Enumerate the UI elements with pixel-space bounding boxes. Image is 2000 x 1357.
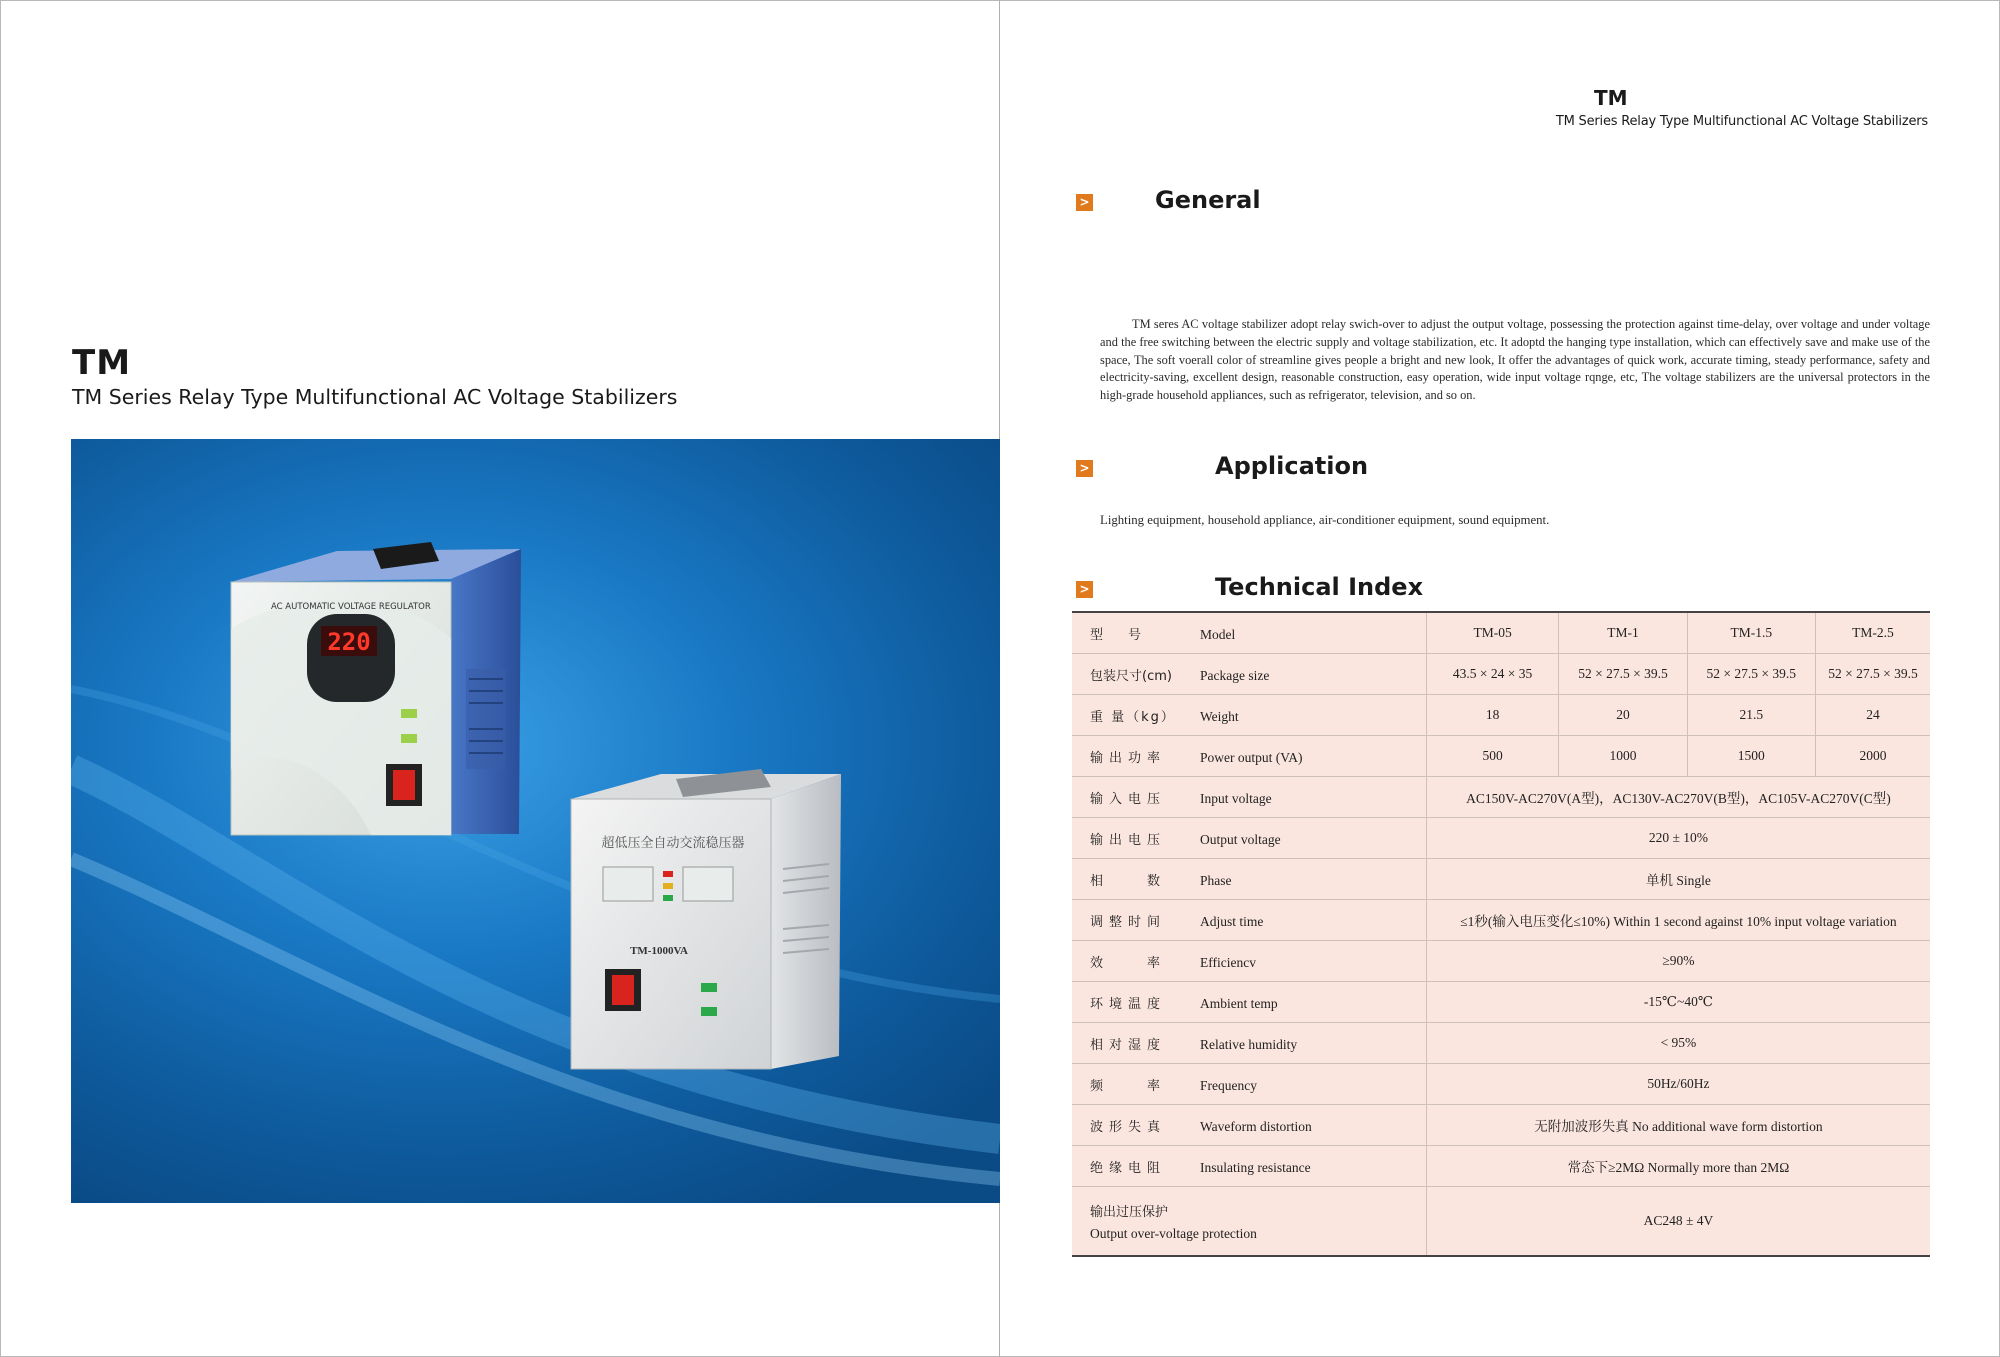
row-label-en: Relative humidity (1200, 1036, 1298, 1052)
package-size-cell: 52 × 27.5 × 39.5 (1815, 654, 1930, 695)
table-row (1072, 1105, 1930, 1146)
row-label (1072, 1064, 1426, 1105)
table-row (1072, 736, 1930, 777)
efficiency-value: ≥90% (1426, 941, 1930, 982)
product-photo-illustration (71, 439, 1000, 1203)
power-output-cell: 2000 (1815, 736, 1930, 777)
row-label-en: Waveform distortion (1200, 1118, 1312, 1134)
weight-cell: 24 (1815, 695, 1930, 736)
table-row (1072, 941, 1930, 982)
ambient-temp-value: -15℃~40℃ (1426, 982, 1930, 1023)
row-label-cn: 输出电压 (1090, 832, 1167, 848)
package-size-cell: 52 × 27.5 × 39.5 (1559, 654, 1687, 695)
left-page-subtitle: TM Series Relay Type Multifunctional AC Voltage Stabilizers (72, 385, 678, 409)
row-label (1072, 777, 1426, 818)
table-row (1072, 982, 1930, 1023)
row-label (1072, 654, 1426, 695)
waveform-distortion-value: 无附加波形失真 No additional wave form distortion (1426, 1105, 1930, 1146)
unit-a-label: AC AUTOMATIC VOLTAGE REGULATOR (271, 602, 431, 612)
unit-b-model: TM-1000VA (630, 945, 688, 957)
row-label (1072, 1023, 1426, 1064)
power-output-cell: 500 (1426, 736, 1558, 777)
package-size-cell: 43.5 × 24 × 35 (1426, 654, 1558, 695)
row-label (1072, 900, 1426, 941)
table-row (1072, 1187, 1930, 1257)
row-label-cn: 调整时间 (1090, 914, 1167, 930)
row-label-cn: 效 率 (1090, 955, 1167, 971)
table-row (1072, 859, 1930, 900)
model-cell: TM-1.5 (1687, 612, 1815, 654)
output-voltage-value: 220 ± 10% (1426, 818, 1930, 859)
row-label-cn: 频 率 (1090, 1078, 1167, 1094)
row-label-en: Output over-voltage protection (1090, 1225, 1257, 1241)
row-label-cn: 相对湿度 (1090, 1037, 1167, 1053)
row-label-en: Model (1200, 626, 1236, 642)
row-label-en: Package size (1200, 667, 1270, 683)
section-marker-icon: > (1076, 194, 1093, 211)
row-label-cn: 型 号 (1090, 627, 1148, 643)
row-label (1072, 1105, 1426, 1146)
over-voltage-protection-value: AC248 ± 4V (1426, 1187, 1930, 1257)
frequency-value: 50Hz/60Hz (1426, 1064, 1930, 1105)
unit-a-voltage-display: 220 (327, 628, 371, 656)
row-label-en: Power output (VA) (1200, 749, 1303, 765)
voltage-regulator-unit-a (231, 542, 521, 835)
table-row (1072, 1064, 1930, 1105)
table-row (1072, 818, 1930, 859)
section-marker-icon: > (1076, 460, 1093, 477)
row-label-en: Input voltage (1200, 790, 1272, 806)
row-label (1072, 982, 1426, 1023)
table-row (1072, 1146, 1930, 1187)
section-marker-icon: > (1076, 581, 1093, 598)
row-label-cn: 绝缘电阻 (1090, 1160, 1167, 1176)
row-label-cn: 相 数 (1090, 873, 1167, 889)
table-row (1072, 695, 1930, 736)
row-label-en: Efficiencv (1200, 954, 1256, 970)
relative-humidity-value: < 95% (1426, 1023, 1930, 1064)
general-description: TM seres AC voltage stabilizer adopt relay swich-over to adjust the output voltage, possessing the protection against time-delay, over voltage and under voltage and the free switching between the electric supply and voltage stabilization, etc. It adoptd the hanging type installation, which can effectively save and make use of the space, The soft voerall color of streamline gives people a bright and new look, It offer the advantages of quick work, accurate timing, steady performance, safety and electricity-saving, excellent design, reasonable construction, easy operation, wide input voltage rqnge, etc, The voltage stabilizers are the universal protectors in the high-grade household appliances, such as refrigerator, television, and so on. (1100, 317, 1930, 403)
weight-cell: 21.5 (1687, 695, 1815, 736)
technical-index-table (1072, 611, 1930, 1257)
row-label-en: Weight (1200, 708, 1239, 724)
row-label (1072, 736, 1426, 777)
general-heading: General (1155, 186, 1261, 214)
row-label-cn: 波形失真 (1090, 1119, 1167, 1135)
application-description: Lighting equipment, household appliance, air-conditioner equipment, sound equipment. (1100, 513, 1550, 527)
row-label-en: Ambient temp (1200, 995, 1278, 1011)
row-label-en: Phase (1200, 872, 1232, 888)
power-output-cell: 1000 (1559, 736, 1687, 777)
unit-b-label: 超低压全自动交流稳压器 (601, 836, 745, 851)
row-label-cn: 环境温度 (1090, 996, 1167, 1012)
model-cell: TM-1 (1559, 612, 1687, 654)
row-label (1072, 1146, 1426, 1187)
row-label-cn: 输入电压 (1090, 791, 1167, 807)
row-label-cn: 输出功率 (1090, 750, 1167, 766)
model-cell: TM-2.5 (1815, 612, 1930, 654)
row-label-en: Frequency (1200, 1077, 1257, 1093)
product-photo (71, 439, 1000, 1203)
row-label (1072, 695, 1426, 736)
row-label-en: Insulating resistance (1200, 1159, 1311, 1175)
insulating-resistance-value: 常态下≥2MΩ Normally more than 2MΩ (1426, 1146, 1930, 1187)
power-output-cell: 1500 (1687, 736, 1815, 777)
phase-value: 单机 Single (1426, 859, 1930, 900)
table-row (1072, 777, 1930, 818)
right-page-header-subtitle: TM Series Relay Type Multifunctional AC Voltage Stabilizers (1555, 114, 1928, 129)
table-row (1072, 654, 1930, 695)
row-label-cn: 输出过压保护 (1090, 1204, 1169, 1220)
row-label-cn: 重 量（kg） (1090, 709, 1176, 725)
table-row (1072, 1023, 1930, 1064)
row-label (1072, 1187, 1426, 1257)
row-label (1072, 818, 1426, 859)
weight-cell: 18 (1426, 695, 1558, 736)
row-label-cn: 包装尺寸(cm) (1090, 668, 1172, 684)
model-cell: TM-05 (1426, 612, 1558, 654)
weight-cell: 20 (1559, 695, 1687, 736)
table-row (1072, 612, 1930, 654)
adjust-time-value: ≤1秒(输入电压变化≤10%) Within 1 second against 10% input voltage variation (1426, 900, 1930, 941)
table-row (1072, 900, 1930, 941)
technical-index-heading: Technical Index (1215, 573, 1424, 601)
application-heading: Application (1215, 452, 1369, 480)
background-swoosh (71, 769, 1000, 1139)
row-label-en: Output voltage (1200, 831, 1281, 847)
right-page-header-title: TM (1594, 86, 1628, 110)
row-label (1072, 859, 1426, 900)
row-label (1072, 612, 1426, 654)
left-page-title: TM (72, 343, 132, 383)
row-label-en: Adjust time (1200, 913, 1264, 929)
input-voltage-value: AC150V-AC270V(A型)，AC130V-AC270V(B型)，AC105V-AC270V(C型) (1426, 777, 1930, 818)
row-label (1072, 941, 1426, 982)
voltage-regulator-unit-b (571, 769, 841, 1069)
package-size-cell: 52 × 27.5 × 39.5 (1687, 654, 1815, 695)
